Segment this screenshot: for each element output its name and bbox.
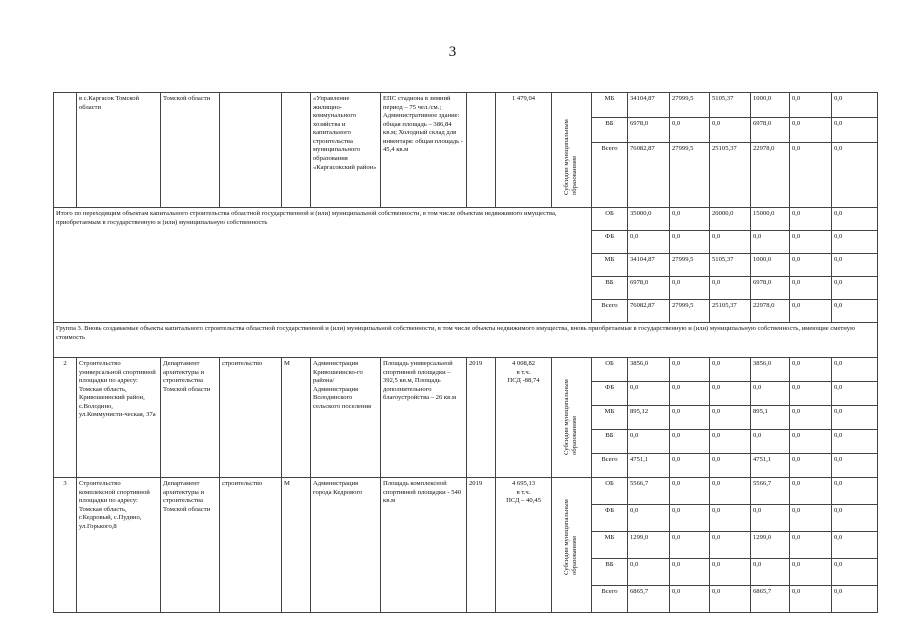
amount-cell: 6978,0 [628, 118, 670, 143]
amount-cell: 34104,87 [628, 254, 670, 277]
table-row [54, 323, 878, 358]
amount-cell: 0,0 [710, 382, 751, 406]
amount-cell: 0,0 [832, 231, 878, 254]
table-row [54, 208, 878, 231]
amount-cell: 0,0 [790, 532, 832, 559]
amount-cell: 27999,5 [670, 300, 710, 323]
amount-cell: 0,0 [751, 430, 790, 454]
amount-cell: 0,0 [832, 118, 878, 143]
amount-cell: 895,12 [628, 406, 670, 430]
year: 2019 [467, 358, 496, 478]
amount-cell: 0,0 [790, 208, 832, 231]
amount-cell: 0,0 [790, 382, 832, 406]
object-name: в с.Каргасок Томской области [77, 93, 161, 208]
amount-cell: 0,0 [832, 406, 878, 430]
amount-cell: 3856,0 [628, 358, 670, 382]
amount-cell: 0,0 [790, 586, 832, 613]
amount-cell: 0,0 [670, 358, 710, 382]
table-row [54, 93, 878, 118]
amount-cell: 0,0 [710, 454, 751, 478]
amount-cell: 0,0 [710, 505, 751, 532]
amount-cell: 6978,0 [751, 118, 790, 143]
amount-cell: 34104,87 [628, 93, 670, 118]
support-form [552, 358, 592, 478]
direction: строительство [220, 478, 282, 613]
estimated-cost: 4 008,82 в т.ч. ПСД -88,74 [496, 358, 552, 478]
recipient: Администрация Кривошеинско-го района/ Администрация Володинского сельского поселения [311, 358, 381, 478]
customer: Томской области [161, 93, 220, 208]
amount-cell: 22978,0 [751, 300, 790, 323]
amount-cell: 0,0 [628, 559, 670, 586]
amount-cell: 0,0 [832, 358, 878, 382]
recipient: Администрация города Кедрового [311, 478, 381, 613]
amount-cell: 5566,7 [751, 478, 790, 505]
amount-cell: 35000,0 [628, 208, 670, 231]
row-number: 3 [54, 478, 77, 613]
amount-cell: 3856,0 [751, 358, 790, 382]
amount-cell: 0,0 [628, 382, 670, 406]
table-body [54, 93, 878, 613]
amount-cell: 1000,0 [751, 254, 790, 277]
fin-level: ВБ [592, 559, 628, 586]
recipient: «Управление жилищно-коммунального хозяйства и капитального строительства муниципального образования «Каргасокский район» [311, 93, 381, 208]
amount-cell: 0,0 [832, 254, 878, 277]
amount-cell: 0,0 [670, 382, 710, 406]
mark: М [282, 358, 311, 478]
amount-cell: 1299,0 [751, 532, 790, 559]
amount-cell: 0,0 [751, 559, 790, 586]
direction: строительство [220, 358, 282, 478]
amount-cell: 0,0 [790, 143, 832, 208]
amount-cell: 0,0 [832, 382, 878, 406]
fin-level: ОБ [592, 208, 628, 231]
amount-cell: 0,0 [670, 430, 710, 454]
fin-level: МБ [592, 406, 628, 430]
amount-cell: 0,0 [832, 454, 878, 478]
amount-cell: 0,0 [710, 532, 751, 559]
amount-cell: 1299,0 [628, 532, 670, 559]
fin-level: МБ [592, 532, 628, 559]
amount-cell: 0,0 [790, 358, 832, 382]
amount-cell: 4751,1 [751, 454, 790, 478]
table-row [54, 478, 878, 505]
amount-cell: 0,0 [710, 586, 751, 613]
amount-cell: 0,0 [670, 277, 710, 300]
fin-level: ФБ [592, 231, 628, 254]
amount-cell: 0,0 [832, 277, 878, 300]
amount-cell: 0,0 [832, 505, 878, 532]
amount-cell: 0,0 [670, 559, 710, 586]
amount-cell: 0,0 [670, 532, 710, 559]
support-form-text: Субсидии муниципальным образованиям [563, 119, 579, 195]
amount-cell: 25105,37 [710, 143, 751, 208]
amount-cell: 1000,0 [751, 93, 790, 118]
amount-cell: 895,1 [751, 406, 790, 430]
amount-cell: 6865,7 [628, 586, 670, 613]
amount-cell: 0,0 [710, 277, 751, 300]
support-form [552, 478, 592, 613]
amount-cell: 20000,0 [710, 208, 751, 231]
fin-level: ФБ [592, 382, 628, 406]
amount-cell: 76082,87 [628, 300, 670, 323]
amount-cell: 0,0 [751, 382, 790, 406]
amount-cell: 6978,0 [628, 277, 670, 300]
amount-cell: 0,0 [670, 454, 710, 478]
capacity: ЕПС стадиона в зимний период – 75 чел./см.; Административное здание: общая площадь – 386,84 кв.м; Холодный склад для инвентаря: общая площадь - 45,4 кв.м [381, 93, 467, 208]
amount-cell: 5566,7 [628, 478, 670, 505]
amount-cell: 0,0 [790, 559, 832, 586]
amount-cell: 0,0 [628, 231, 670, 254]
amount-cell: 0,0 [710, 430, 751, 454]
amount-cell: 27999,5 [670, 143, 710, 208]
fin-level: ФБ [592, 505, 628, 532]
fin-level: МБ [592, 254, 628, 277]
fin-level: Всего [592, 586, 628, 613]
investment-table [53, 92, 878, 613]
amount-cell: 0,0 [710, 478, 751, 505]
fin-level: ВБ [592, 118, 628, 143]
year: 2019 [467, 478, 496, 613]
amount-cell: 0,0 [790, 93, 832, 118]
amount-cell: 0,0 [832, 208, 878, 231]
amount-cell: 0,0 [790, 300, 832, 323]
group-heading: Группа 3. Вновь создаваемые объекты капитального строительства областной государственной и (или) муниципальной собственности, в том числе объекты недвижимого имущества, вновь приобретаемые в государственную и (или) муниципальную собственность, имеющие сметную стоимость [54, 323, 878, 358]
row-number: 2 [54, 358, 77, 478]
amount-cell: 0,0 [710, 118, 751, 143]
amount-cell: 0,0 [790, 505, 832, 532]
mark [282, 93, 311, 208]
amount-cell: 0,0 [710, 559, 751, 586]
fin-level: Всего [592, 300, 628, 323]
amount-cell: 4751,1 [628, 454, 670, 478]
amount-cell: 0,0 [710, 231, 751, 254]
amount-cell: 0,0 [832, 143, 878, 208]
amount-cell: 0,0 [670, 478, 710, 505]
amount-cell: 0,0 [790, 406, 832, 430]
amount-cell: 0,0 [790, 231, 832, 254]
amount-cell: 0,0 [628, 430, 670, 454]
amount-cell: 0,0 [832, 532, 878, 559]
direction [220, 93, 282, 208]
amount-cell: 0,0 [670, 231, 710, 254]
amount-cell: 0,0 [790, 118, 832, 143]
row-number [54, 93, 77, 208]
object-name: Строительство универсальной спортивной площадки по адресу: Томская область, Кривошеинский район, с.Володино, ул.Коммунисти-ческая, 37а [77, 358, 161, 478]
fin-level: Всего [592, 143, 628, 208]
capacity: Площадь комплексной спортивной площадки - 540 кв.м [381, 478, 467, 613]
year [467, 93, 496, 208]
amount-cell: 6978,0 [751, 277, 790, 300]
amount-cell: 0,0 [670, 505, 710, 532]
amount-cell: 6865,7 [751, 586, 790, 613]
support-form [552, 93, 592, 208]
support-form-text: Субсидии муниципальным образованиям [563, 499, 579, 575]
fin-level: МБ [592, 93, 628, 118]
amount-cell: 15000,0 [751, 208, 790, 231]
amount-cell: 0,0 [670, 406, 710, 430]
amount-cell: 0,0 [832, 93, 878, 118]
fin-level: Всего [592, 454, 628, 478]
fin-level: ВБ [592, 430, 628, 454]
customer: Департамент архитектуры и строительства Томской области [161, 358, 220, 478]
amount-cell: 0,0 [790, 430, 832, 454]
estimated-cost: 1 479,04 [496, 93, 552, 208]
mark: М [282, 478, 311, 613]
page-number: 3 [448, 44, 457, 60]
table-row [54, 358, 878, 382]
amount-cell: 0,0 [751, 505, 790, 532]
amount-cell: 22978,0 [751, 143, 790, 208]
amount-cell: 0,0 [751, 231, 790, 254]
amount-cell: 76082,87 [628, 143, 670, 208]
amount-cell: 0,0 [832, 300, 878, 323]
amount-cell: 0,0 [790, 454, 832, 478]
amount-cell: 25105,37 [710, 300, 751, 323]
amount-cell: 0,0 [670, 118, 710, 143]
summary-text: Итого по переходящим объектам капитального строительства областной государственной и (или) муниципальной собственности, в том числе объектам недвижимого имущества, приобретаемым в государственную и (или) муниципальную собственность [54, 208, 592, 323]
amount-cell: 5105,37 [710, 254, 751, 277]
amount-cell: 27999,5 [670, 254, 710, 277]
amount-cell: 0,0 [670, 586, 710, 613]
amount-cell: 27999,5 [670, 93, 710, 118]
fin-level: ОБ [592, 478, 628, 505]
amount-cell: 0,0 [790, 254, 832, 277]
amount-cell: 0,0 [832, 586, 878, 613]
amount-cell: 0,0 [628, 505, 670, 532]
amount-cell: 0,0 [710, 406, 751, 430]
amount-cell: 0,0 [832, 478, 878, 505]
customer: Департамент архитектуры и строительства Томской области [161, 478, 220, 613]
amount-cell: 0,0 [710, 358, 751, 382]
object-name: Строительство комплексной спортивной площадки по адресу: Томская область, г.Кедровый, с.Пудино, ул.Горького,8 [77, 478, 161, 613]
amount-cell: 0,0 [670, 208, 710, 231]
amount-cell: 0,0 [832, 430, 878, 454]
fin-level: ВБ [592, 277, 628, 300]
estimated-cost: 4 695,13 в т.ч. ПСД – 40,45 [496, 478, 552, 613]
amount-cell: 0,0 [832, 559, 878, 586]
amount-cell: 0,0 [790, 478, 832, 505]
fin-level: ОБ [592, 358, 628, 382]
capacity: Площадь универсальной спортивной площадки – 392,5 кв.м, Площадь дополнительного благоустройства – 26 кв.м [381, 358, 467, 478]
amount-cell: 5105,37 [710, 93, 751, 118]
support-form-text: Субсидии муниципальным образованиям [563, 379, 579, 455]
amount-cell: 0,0 [790, 277, 832, 300]
